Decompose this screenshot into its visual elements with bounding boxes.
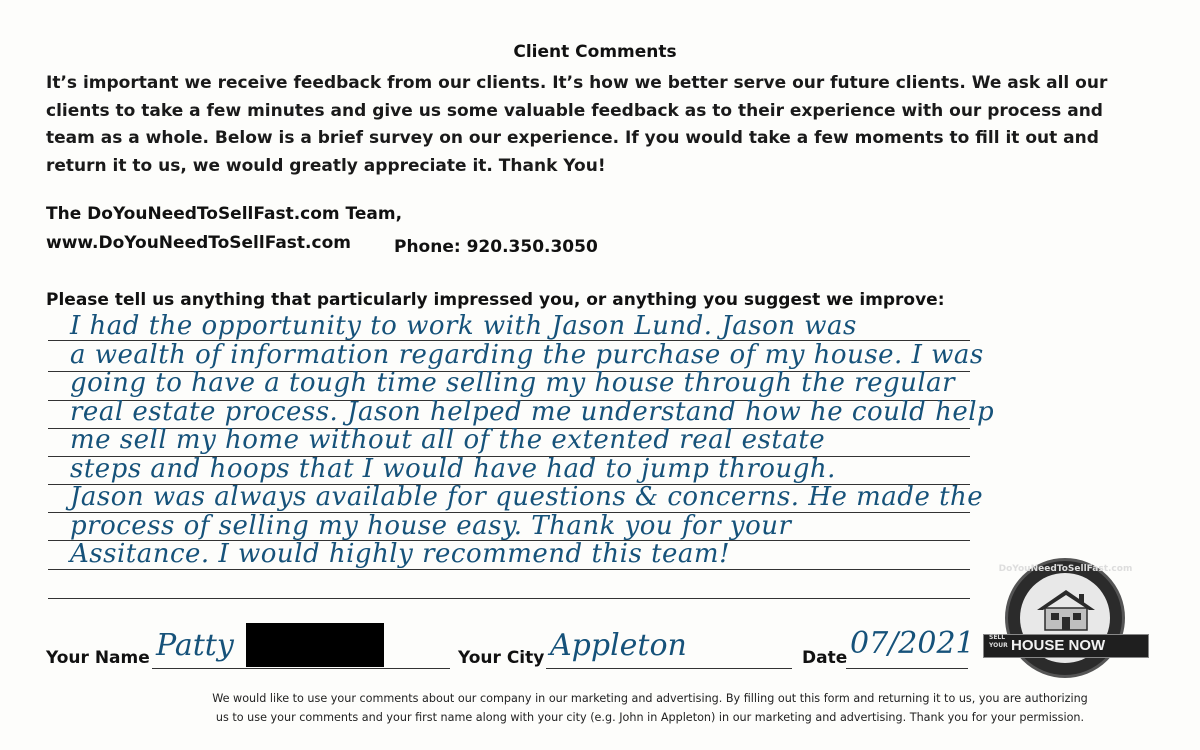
writing-line [48,598,970,599]
intro-line: It’s important we receive feedback from our clients. It’s how we better serve our future clients. We ask all our [46,73,1108,93]
handwritten-line: real estate process. Jason helped me understand how he could help [70,396,995,427]
intro-paragraph [46,70,1146,180]
consent-footer [150,689,1150,727]
company-logo [983,558,1147,678]
city-value: Appleton [550,628,687,663]
phone-number: Phone: 920.350.3050 [394,237,598,257]
date-label: Date [802,648,848,668]
footer-line: us to use your comments and your first name along with your city (e.g. John in Appleton) in our marketing and advertising. Thank you for your permission. [215,711,1085,724]
name-field[interactable] [152,668,450,669]
handwritten-line: Jason was always available for questions & concerns. He made the [70,482,984,512]
city-label: Your City [458,648,545,668]
city-field[interactable] [546,668,792,669]
name-label: Your Name [46,648,150,668]
handwritten-line: steps and hoops that I would have had to jump through. [70,453,836,484]
redaction-bar [246,623,384,667]
name-value: Patty [156,628,234,663]
intro-line: return it to us, we would greatly appreciate it. Thank You! [46,155,606,176]
website-link[interactable]: www.DoYouNeedToSellFast.com [46,233,351,253]
handwritten-line: going to have a tough time selling my house through the regular [70,368,956,398]
house-icon [1031,588,1101,632]
handwritten-line: process of selling my house easy. Thank you for your [70,510,792,541]
intro-line: team as a whole. Below is a brief survey on our experience. If you would take a few moments to fill it out and [46,128,1099,148]
comments-prompt: Please tell us anything that particularly impressed you, or anything you suggest we improve: [46,290,945,310]
handwritten-line: a wealth of information regarding the purchase of my house. I was [70,339,984,370]
logo-house-now: HOUSE NOW [1011,637,1106,654]
page-title: Client Comments [513,42,677,62]
handwritten-line: me sell my home without all of the extented real estate [70,425,826,455]
handwritten-comment [70,312,1180,569]
intro-line: clients to take a few minutes and give us some valuable feedback as to their experience with our process and [46,100,1103,121]
logo-arc-text: DoYouNeedToSellFast.com [998,564,1133,574]
footer-line: We would like to use your comments about our company in our marketing and advertising. By filling out this form and returning it to us, you are authorizing [212,692,1088,705]
team-signature: The DoYouNeedToSellFast.com Team, [46,204,403,224]
date-value: 07/2021 [850,626,975,661]
logo-sell-your: SELL YOUR [989,634,1008,649]
handwritten-line: Assitance. I would highly recommend this team! [70,539,731,569]
handwritten-line: I had the opportunity to work with Jason Lund. Jason was [70,311,857,341]
date-field[interactable] [846,668,968,669]
writing-line [48,569,970,570]
